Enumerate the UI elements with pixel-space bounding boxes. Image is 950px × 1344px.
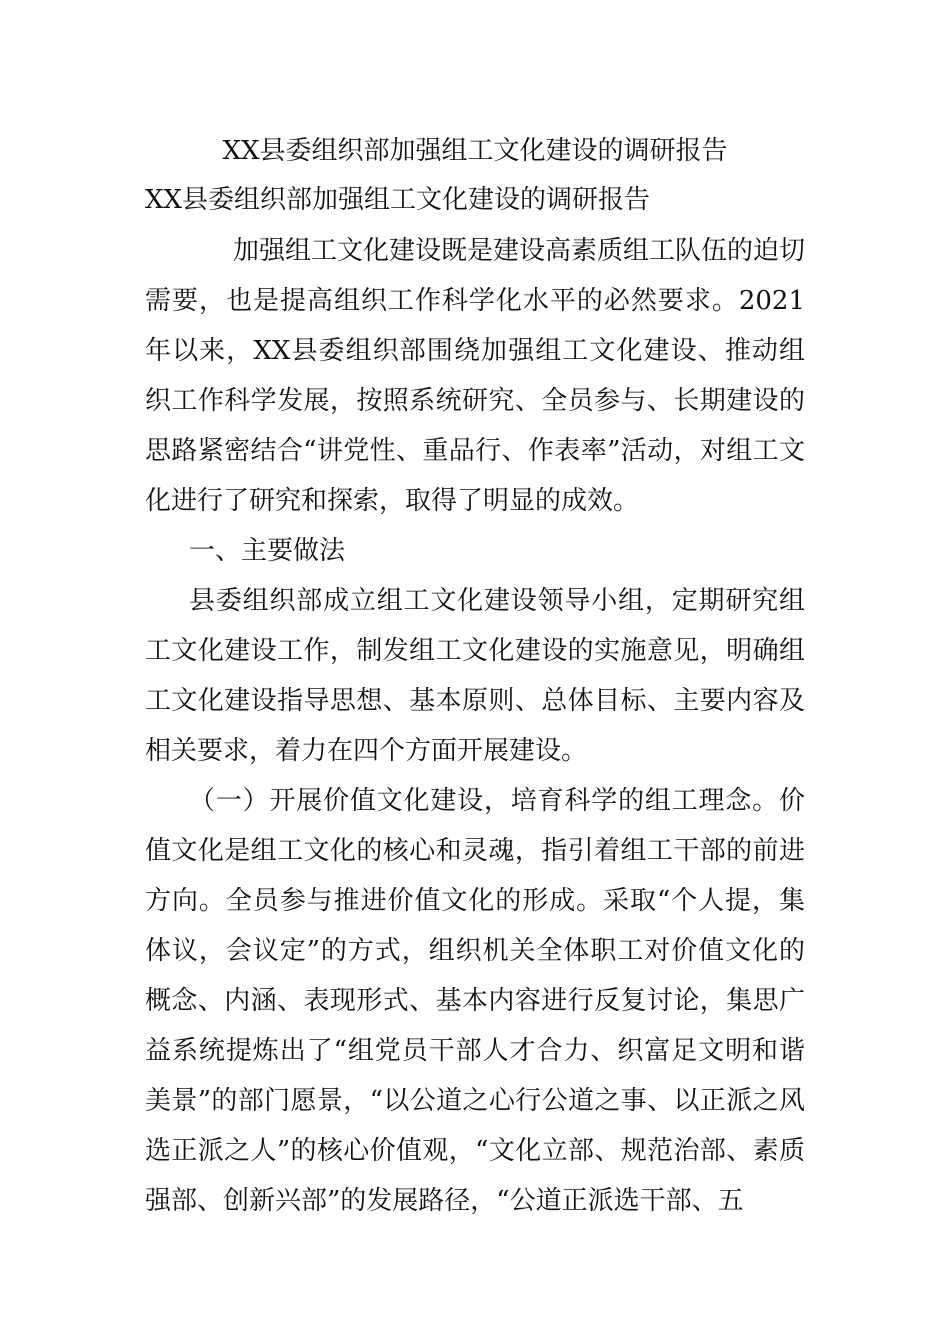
document-title: XX县委组织部加强组工文化建设的调研报告 — [222, 136, 728, 166]
paragraph-value-culture: （一）开展价值文化建设，培育科学的组工理念。价值文化是组工文化的核心和灵魂，指引着组工干部的前进方向。全员参与推进价值文化的形成。采取“个人提，集体议，会议定”的方式，组织机关全体职工对价值文化的概念、内涵、表现形式、基本内容进行反复讨论，集思广益系统提炼出了“组党员干部人才合力、织富足文明和谐美景”的部门愿景，“以公道之心行公道之事、以正派之风选正派之人”的核心价值观，“文化立部、规范治部、素质强部、创新兴部”的发展路径，“公道正派选干部、五 — [145, 786, 805, 1216]
document-subtitle: XX县委组织部加强组工文化建设的调研报告 — [145, 185, 651, 215]
paragraph-leadership-group: 县委组织部成立组工文化建设领导小组，定期研究组工文化建设工作，制发组工文化建设的实施意见，明确组工文化建设指导思想、基本原则、总体目标、主要内容及相关要求，着力在四个方面开展建设。 — [145, 586, 805, 766]
intro-paragraph: 加强组工文化建设既是建设高素质组工队伍的迫切需要，也是提高组织工作科学化水平的必然要求。2021年以来，XX县委组织部围绕加强组工文化建设、推动组织工作科学发展，按照系统研究、全员参与、长期建设的思路紧密结合“讲党性、重品行、作表率”活动，对组工文化进行了研究和探索，取得了明显的成效。 — [145, 236, 806, 516]
document-body — [145, 226, 805, 1226]
section-heading-main-practices: 一、主要做法 — [189, 536, 346, 566]
